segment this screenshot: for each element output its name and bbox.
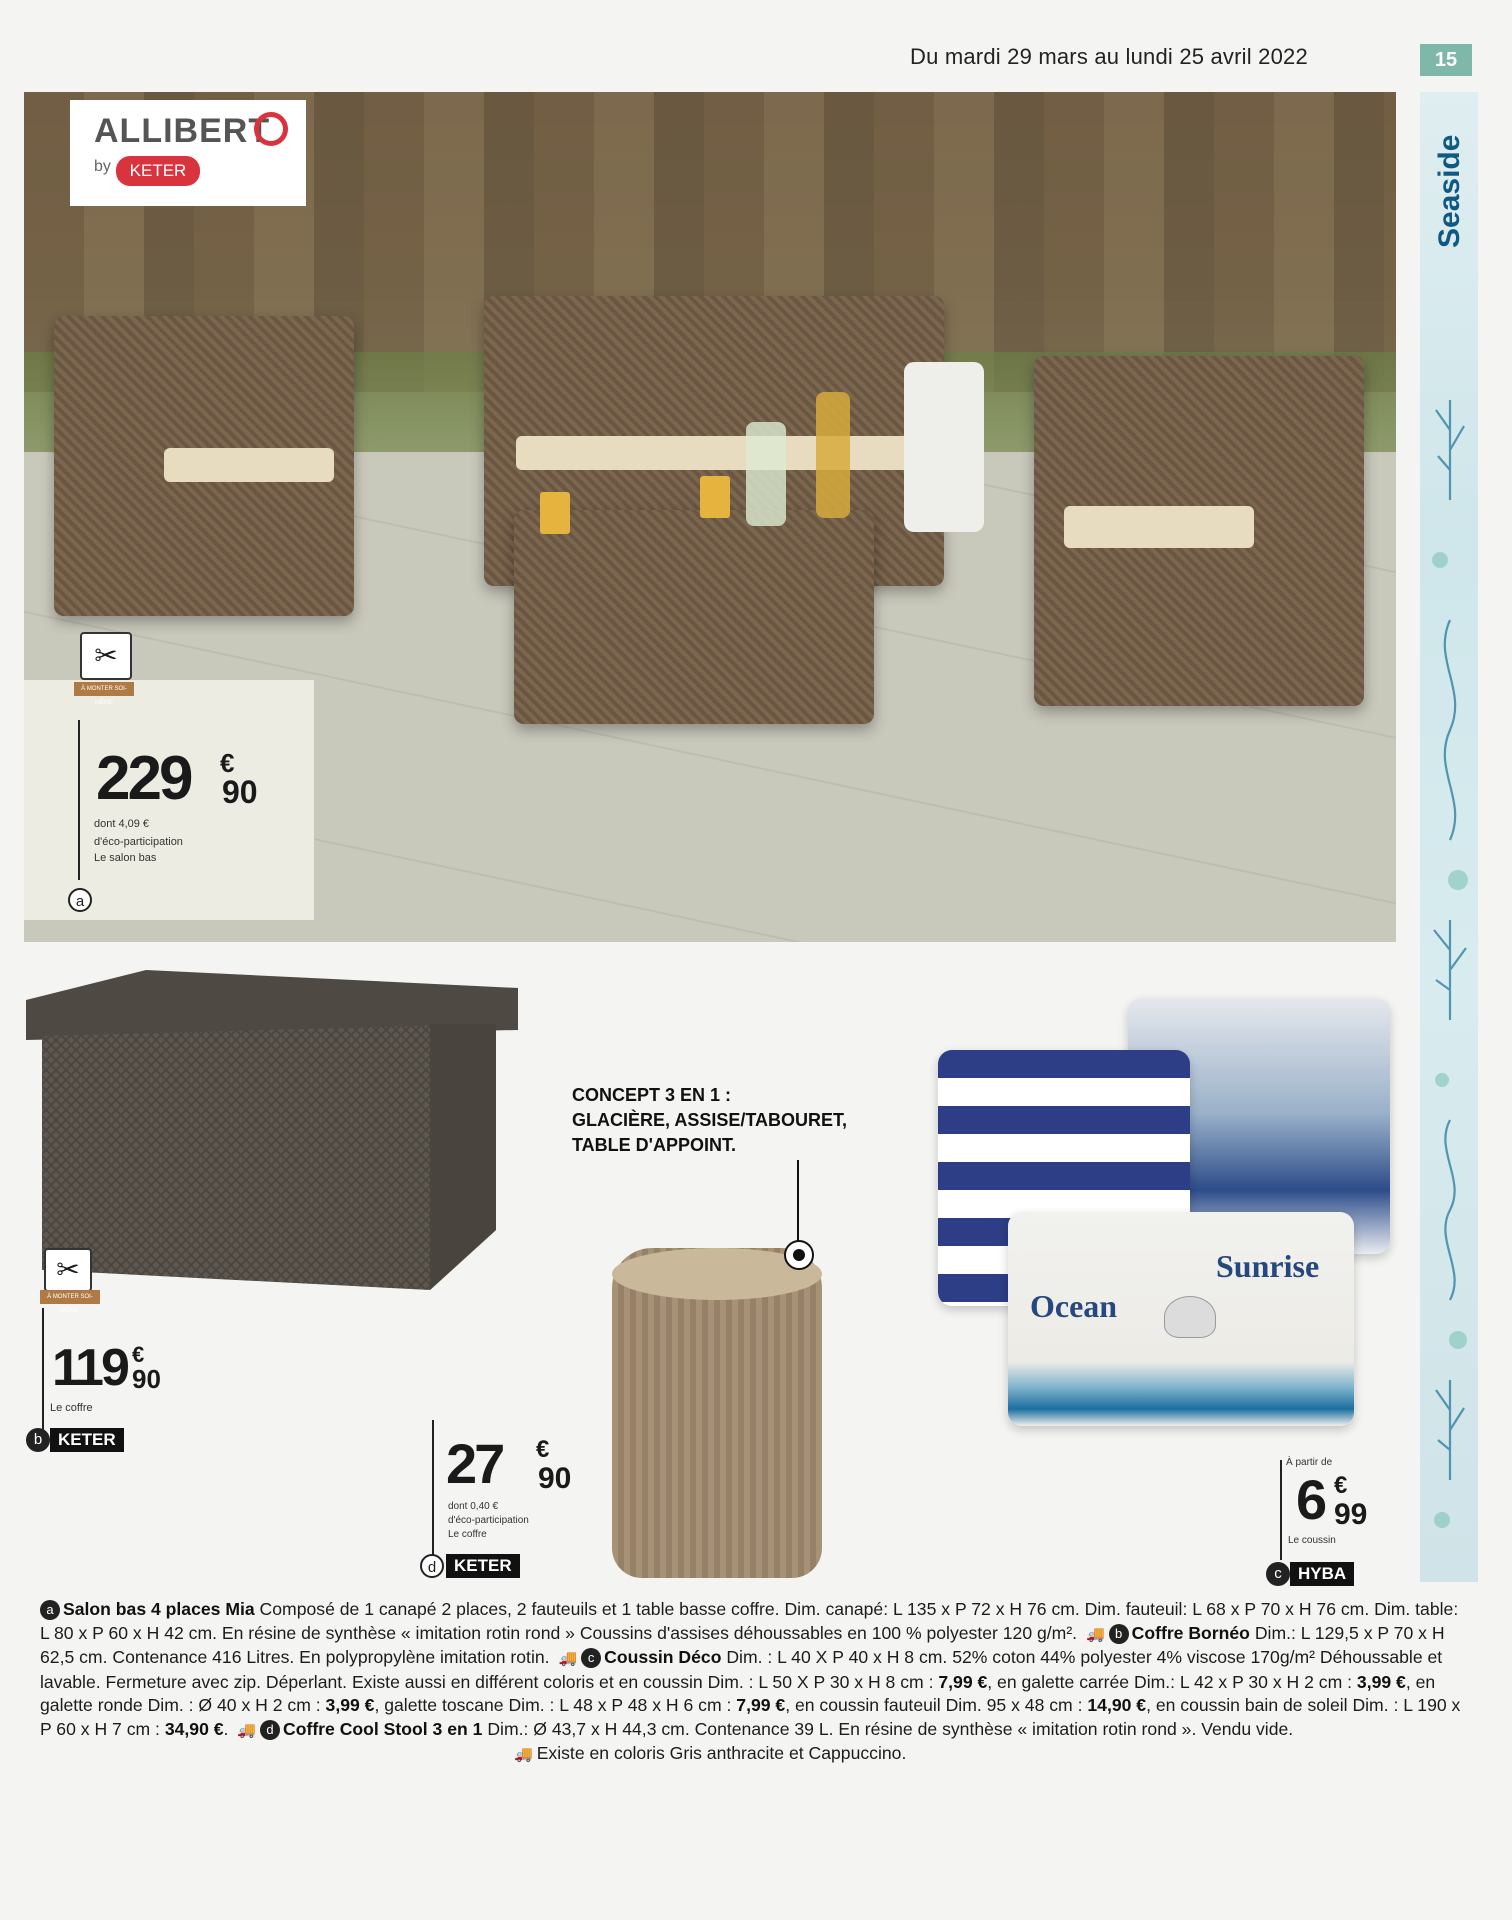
price-c-currency: €: [1334, 1472, 1348, 1499]
price-a-eco-2: d'éco-participation: [94, 836, 183, 848]
brand-swirl-icon: [254, 112, 288, 146]
desc-d-title: Coffre Cool Stool 3 en 1: [283, 1718, 483, 1739]
divider-line: [1280, 1460, 1282, 1560]
callout-line: [797, 1160, 799, 1252]
tool-icon: ✂: [44, 1248, 92, 1292]
marker-d-inline: d: [260, 1720, 280, 1740]
delivery-truck-icon: 🚚: [1085, 1625, 1105, 1643]
armchair-left-cushion: [164, 448, 334, 482]
desc-b-text: Dim.: L 129,5 x P 70 x H 62,5 cm. Contenance 416 Litres. En polypropylène imitation rotin.: [40, 1622, 1445, 1667]
section-label: Seaside: [1433, 134, 1466, 248]
price-a-eco-1: dont 4,09 €: [94, 818, 150, 830]
marker-c: c: [1266, 1562, 1290, 1586]
throw-blanket: [904, 362, 984, 532]
date-range: Du mardi 29 mars au lundi 25 avril 2022: [910, 44, 1308, 69]
desc-b-title: Coffre Bornéo: [1131, 1622, 1250, 1643]
concept-line-2: GLACIÈRE, ASSISE/TABOURET,: [572, 1110, 848, 1130]
divider-line: [432, 1420, 434, 1560]
bottle: [816, 392, 850, 518]
desc-c-text-2: , en galette carrée Dim.: L 42 x P 30 x H 2 cm :: [987, 1671, 1357, 1692]
glass-2: [700, 476, 730, 518]
desc-c-price-5: 14,90 €: [1087, 1695, 1147, 1715]
desc-a-title: Salon bas 4 places Mia: [63, 1599, 255, 1619]
storage-chest-image: [26, 970, 518, 1290]
marker-b: b: [26, 1428, 50, 1452]
price-a-cents: 90: [222, 774, 258, 810]
product-description: [40, 1598, 1470, 1767]
brand-tag-b: KETER: [50, 1428, 124, 1452]
marker-d: d: [420, 1554, 444, 1578]
tool-tag: À MONTER SOI-MÊME: [74, 682, 134, 696]
desc-c-text-6: , en coussin bain de soleil Dim. : L 190 x P 60 x H 7 cm :: [40, 1695, 1461, 1739]
desc-c-text: Dim. : L 40 X P 40 x H 8 cm. 52% coton 44% polyester 4% viscose 170g/m² Déhoussable et lavable. Fermeture avec zip. Déperlant. Existe aussi en différent coloris et en coussin Dim. : L 50 X P 30 x H 8 cm :: [40, 1647, 1443, 1692]
tool-tag: À MONTER SOI-MÊME: [40, 1290, 100, 1304]
brand-partner: KETER: [116, 156, 200, 186]
price-c-cents: 99: [1334, 1498, 1368, 1531]
page-number: 15: [1420, 44, 1472, 76]
divider-line: [42, 1308, 44, 1438]
price-a-int: 229: [96, 744, 191, 813]
marker-a-inline: a: [40, 1600, 60, 1620]
desc-d-extra: Existe en coloris Gris anthracite et Cappuccino.: [536, 1743, 907, 1763]
marker-b-inline: b: [1109, 1624, 1129, 1644]
desc-d-text: Dim.: Ø 43,7 x H 44,3 cm. Contenance 39 L. En résine de synthèse « imitation rotin rond ». Vendu vide.: [482, 1718, 1294, 1739]
coffee-table: [514, 510, 874, 724]
desc-c-price-6: 34,90 €: [164, 1718, 224, 1739]
price-c-int: 6: [1296, 1468, 1325, 1531]
price-b-currency: €: [132, 1342, 145, 1367]
price-a-unit: Le salon bas: [94, 852, 157, 864]
desc-c-title: Coussin Déco: [604, 1647, 722, 1667]
carafe: [746, 422, 786, 526]
divider-line: [78, 720, 80, 880]
price-c-from: À partir de: [1286, 1457, 1333, 1468]
coral-pattern-icon: [1428, 360, 1472, 1560]
desc-c-text-5: , en coussin fauteuil Dim. 95 x 48 cm :: [785, 1695, 1088, 1715]
concept-callout: [572, 1083, 847, 1158]
concept-line-3: TABLE D'APPOINT.: [572, 1135, 736, 1155]
desc-c-price-4: 7,99 €: [736, 1695, 786, 1715]
marker-c-inline: c: [581, 1648, 601, 1668]
price-d-unit: Le coffre: [448, 1529, 487, 1540]
price-d-eco-1: dont 0,40 €: [448, 1501, 499, 1512]
price-d-eco-2: d'éco-participation: [448, 1515, 529, 1526]
price-b-int: 119: [52, 1339, 127, 1397]
sofa-cushion: [516, 436, 916, 470]
price-b-cents: 90: [132, 1364, 161, 1394]
concept-line-1: CONCEPT 3 EN 1 :: [572, 1085, 732, 1105]
price-d-cents: 90: [538, 1462, 572, 1495]
delivery-truck-icon: 🚚: [558, 1650, 578, 1667]
tool-icon: ✂: [80, 632, 132, 680]
delivery-truck-icon: 🚚: [237, 1721, 257, 1739]
desc-a-text: Composé de 1 canapé 2 places, 2 fauteuils et 1 table basse coffre. Dim. canapé: L 135 x P 72 x H 76 cm. Dim. fauteuil: L 68 x P 70 x H 76 cm. Dim. table: L 80 x P 60 x H 42 cm. En résine de synthèse « imitation rotin rond » Coussins d'assises déhoussables en 100 % polyester 120 g/m².: [40, 1599, 1459, 1643]
delivery-truck-icon: 🚚: [514, 1746, 533, 1763]
pillow-text-sunrise: Sunrise: [1216, 1248, 1320, 1284]
marker-a: a: [68, 888, 92, 912]
brand-by: by: [94, 158, 111, 175]
price-d-currency: €: [536, 1436, 550, 1463]
price-a-currency: €: [220, 748, 235, 778]
price-c-unit: Le coussin: [1288, 1535, 1336, 1546]
brand-tag-c: HYBA: [1290, 1562, 1354, 1586]
desc-c-text-3: , en galette ronde Dim. : Ø 40 x H 2 cm :: [40, 1671, 1436, 1715]
desc-c-price-1: 7,99 €: [938, 1671, 988, 1692]
desc-c-text-7: .: [223, 1718, 229, 1739]
price-d-int: 27: [446, 1432, 503, 1495]
glass-1: [540, 492, 570, 534]
desc-c-price-2: 3,99 €: [1356, 1671, 1406, 1692]
brand-tag-d: KETER: [446, 1554, 520, 1578]
armchair-right-cushion: [1064, 506, 1254, 548]
desc-c-text-4: , galette toscane Dim. : L 48 x P 48 x H 6 cm :: [374, 1695, 737, 1715]
desc-c-price-3: 3,99 €: [325, 1695, 375, 1715]
callout-dot-icon: [784, 1240, 814, 1270]
brand-name: ALLIBERT: [94, 112, 271, 150]
pillow-text-ocean: Ocean: [1030, 1288, 1118, 1324]
shell-icon: [1164, 1296, 1216, 1338]
price-b-unit: Le coffre: [50, 1402, 93, 1414]
